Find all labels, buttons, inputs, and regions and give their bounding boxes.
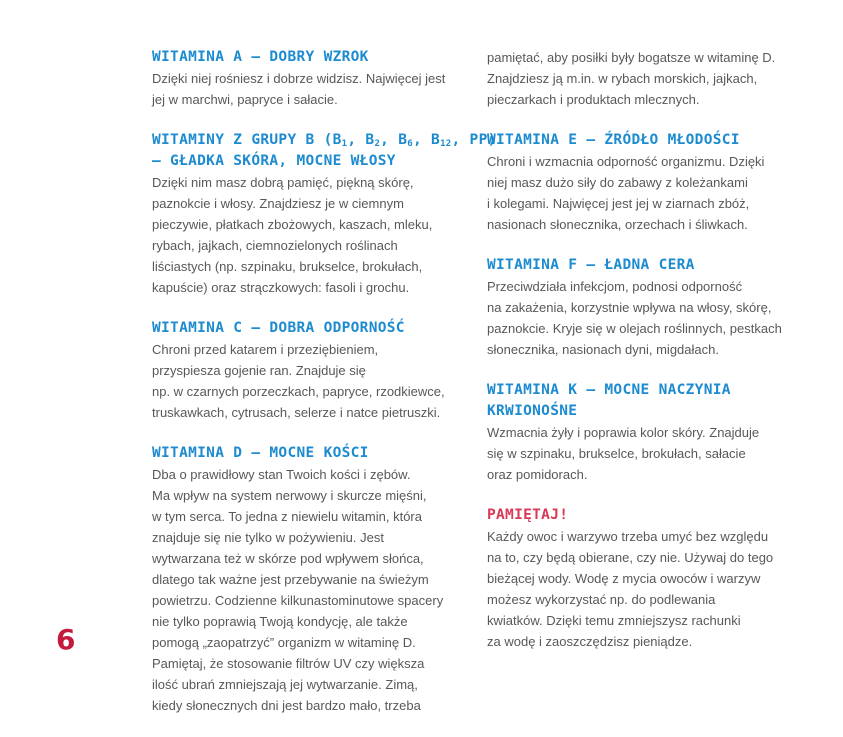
- section-vitamin-f: [487, 255, 799, 360]
- text-line: nasionach słonecznika, orzechach i śliwkach.: [487, 217, 748, 232]
- heading-line: WITAMINA K – MOCNE NACZYNIA: [487, 382, 731, 398]
- section-body: [487, 151, 799, 235]
- remember-heading: [487, 505, 799, 526]
- section-body: [487, 526, 799, 652]
- text-line: możesz wykorzystać np. do podlewania: [487, 592, 716, 607]
- heading-line: KRWIONOŚNE: [487, 403, 578, 419]
- heading-line: PAMIĘTAJ!: [487, 507, 569, 523]
- section-body: [487, 422, 799, 485]
- section-heading: [152, 47, 458, 68]
- text-line: jej w marchwi, papryce i sałacie.: [152, 92, 338, 107]
- heading-line: WITAMINA E – ŹRÓDŁO MŁODOŚCI: [487, 132, 740, 148]
- section-vitamin-e: [487, 130, 799, 235]
- heading-line: WITAMINA C – DOBRA ODPORNOŚĆ: [152, 320, 405, 336]
- text-line: niej masz dużo siły do zabawy z koleżankami: [487, 175, 748, 190]
- left-column: [152, 47, 497, 716]
- section-body: [487, 276, 799, 360]
- text-line: pieczarkach i produktach mlecznych.: [487, 92, 700, 107]
- text-line: Wzmacnia żyły i poprawia kolor skóry. Znajduje: [487, 425, 760, 440]
- text-line: truskawkach, cytrusach, selerze i natce pietruszki.: [152, 405, 441, 420]
- subscript: 1: [341, 139, 348, 149]
- heading-line: WITAMINY Z GRUPY B ($B_1$, $B_2$, $B_6$, $B_{12}$, PP): [152, 132, 497, 149]
- text-line: powietrzu. Codzienne kilkunastominutowe spacery: [152, 593, 444, 608]
- text-line: paznokcie. Kryje się w olejach roślinnych, pestkach: [487, 321, 782, 336]
- section-heading: [152, 318, 458, 339]
- text-line: paznokcie i włosy. Znajdziesz je w ciemnym: [152, 196, 404, 211]
- text-line: rybach, jajkach, ciemnozielonych roślinach: [152, 238, 398, 253]
- section-heading: [487, 130, 799, 151]
- section-vitamin-a: [152, 47, 458, 110]
- right-column: [487, 47, 799, 652]
- text-line: wytwarzana też w skórze pod wpływem słońca,: [152, 551, 424, 566]
- heading-line: – GŁADKA SKÓRA, MOCNE WŁOSY: [152, 153, 396, 169]
- heading-line: WITAMINA F – ŁADNA CERA: [487, 257, 695, 273]
- text-line: Każdy owoc i warzywo trzeba umyć bez względu: [487, 529, 769, 544]
- section-body: [152, 68, 458, 110]
- heading-line: WITAMINA D – MOCNE KOŚCI: [152, 445, 369, 461]
- text-line: przyspiesza gojenie ran. Znajduje się: [152, 363, 366, 378]
- subscript: 2: [374, 139, 381, 149]
- text-line: bieżącej wody. Wodę z mycia owoców i warzyw: [487, 571, 761, 586]
- text-line: Znajdziesz ją m.in. w rybach morskich, jajkach,: [487, 71, 758, 86]
- text-line: Dzięki nim masz dobrą pamięć, piękną skórę,: [152, 175, 414, 190]
- text-line: Dzięki niej rośniesz i dobrze widzisz. Najwięcej jest: [152, 71, 446, 86]
- section-heading: [487, 255, 799, 276]
- text-line: nie tylko poprawią Twoją kondycję, ale także: [152, 614, 408, 629]
- text-line: pieczywie, płatkach zbożowych, kaszach, mleku,: [152, 217, 433, 232]
- text-line: za wodę i zaoszczędzisz pieniądze.: [487, 634, 693, 649]
- text-line: znajduje się nie tylko w pożywieniu. Jest: [152, 530, 384, 545]
- section-body: [152, 339, 458, 423]
- text-line: np. w czarnych porzeczkach, papryce, rzodkiewce,: [152, 384, 445, 399]
- text-line: Chroni przed katarem i przeziębieniem,: [152, 342, 379, 357]
- heading-line: WITAMINA A – DOBRY WZROK: [152, 49, 369, 65]
- text-line: Przeciwdziała infekcjom, podnosi odporność: [487, 279, 743, 294]
- text-line: kwiatków. Dzięki temu zmniejszysz rachunki: [487, 613, 741, 628]
- text-line: pamiętać, aby posiłki były bogatsze w witaminę D.: [487, 50, 776, 65]
- section-vitamin-d-continued: [487, 47, 799, 110]
- text-line: pomogą „zaopatrzyć” organizm w witaminę D.: [152, 635, 416, 650]
- text-line: i kolegami. Najwięcej jest jej w ziarnach zbóż,: [487, 196, 750, 211]
- text-line: w tym serca. To jedna z niewielu witamin, która: [152, 509, 422, 524]
- text-line: dlatego tak ważne jest przebywanie na świeżym: [152, 572, 429, 587]
- text-line: Dba o prawidłowy stan Twoich kości i zębów.: [152, 467, 411, 482]
- section-body: [487, 47, 799, 110]
- text-line: na to, czy będą obierane, czy nie. Używaj do tego: [487, 550, 774, 565]
- text-line: na zakażenia, korzystnie wpływa na włosy, skórę,: [487, 300, 772, 315]
- section-body: [152, 172, 458, 298]
- subscript: 6: [407, 139, 413, 149]
- page-number: 6: [56, 623, 76, 656]
- text-line: oraz pomidorach.: [487, 467, 588, 482]
- section-remember: [487, 505, 799, 652]
- text-line: ilość ubrań zmniejszają jej wytwarzanie. Zimą,: [152, 677, 418, 692]
- section-body: [152, 464, 458, 716]
- subscript: 12: [440, 139, 452, 149]
- text-line: Ma wpływ na system nerwowy i skurcze mięśni,: [152, 488, 427, 503]
- text-line: kapuście) oraz strączkowych: fasoli i grochu.: [152, 280, 410, 295]
- text-line: Chroni i wzmacnia odporność organizmu. Dzięki: [487, 154, 765, 169]
- text-line: słonecznika, nasionach dyni, migdałach.: [487, 342, 719, 357]
- section-vitamin-d: [152, 443, 458, 716]
- section-vitamin-c: [152, 318, 458, 423]
- section-vitamin-b: [152, 130, 497, 298]
- text-line: kiedy słonecznych dni jest bardzo mało, trzeba: [152, 698, 421, 713]
- section-vitamin-k: [487, 380, 799, 485]
- section-heading: [152, 443, 458, 464]
- text-line: się w szpinaku, brukselce, brokułach, sałacie: [487, 446, 746, 461]
- section-heading: [152, 130, 497, 172]
- text-line: liściastych (np. szpinaku, brukselce, brokułach,: [152, 259, 423, 274]
- section-heading: [487, 380, 799, 422]
- text-line: Pamiętaj, że stosowanie filtrów UV czy większa: [152, 656, 425, 671]
